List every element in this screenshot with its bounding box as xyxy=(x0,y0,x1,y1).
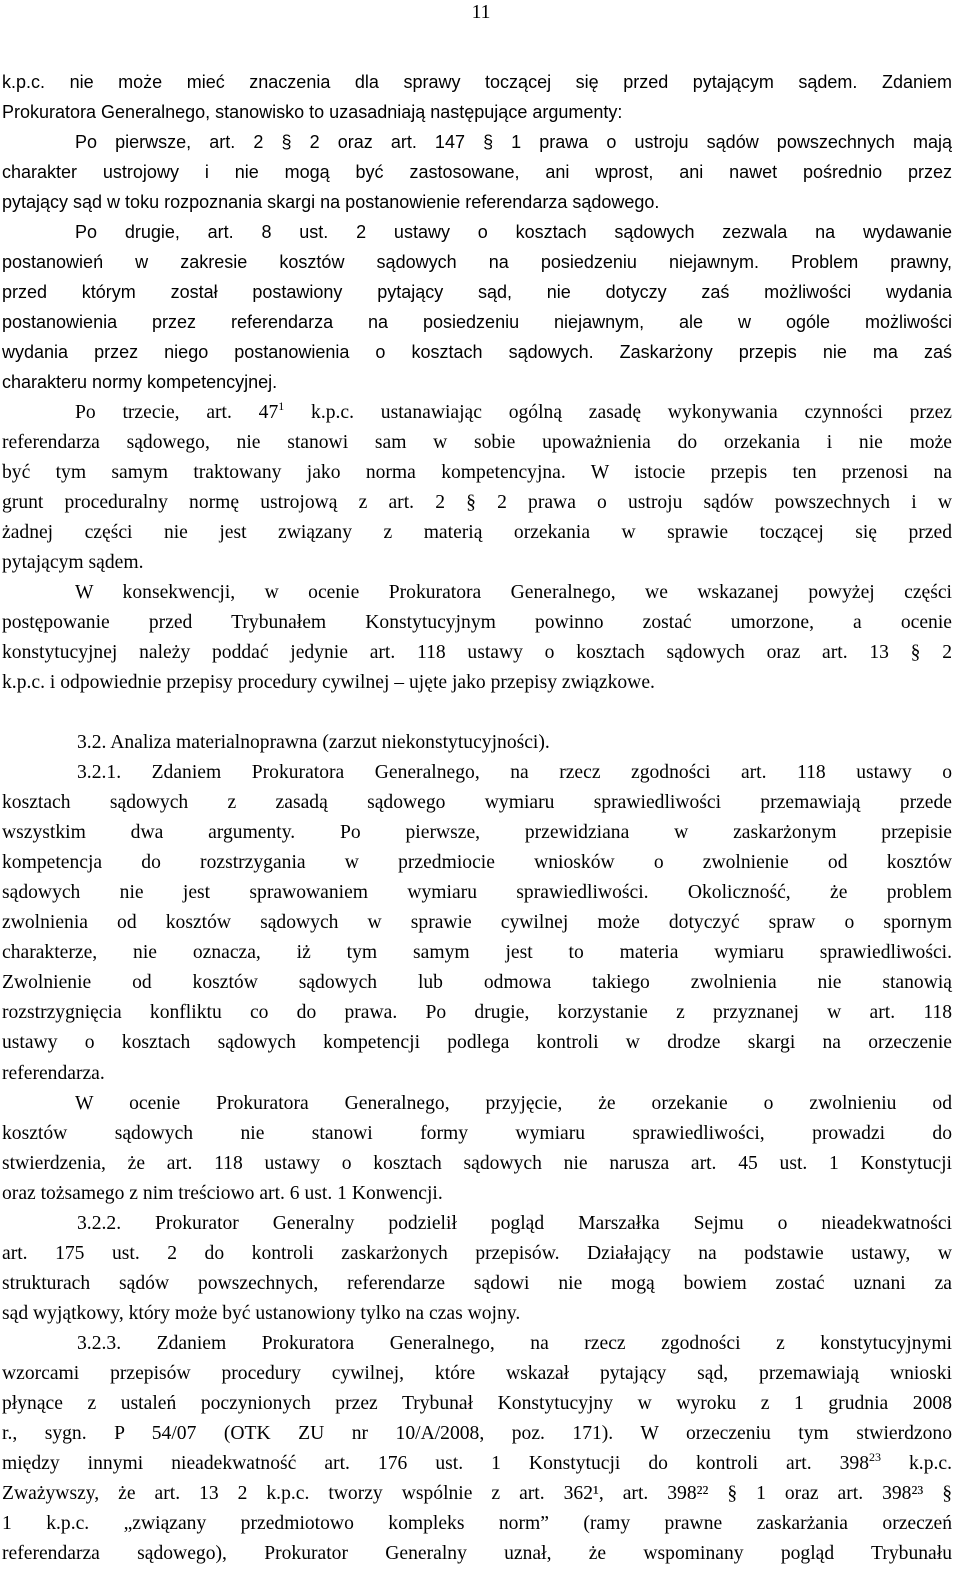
text-line xyxy=(2,337,952,367)
line-text: Po pierwsze, art. 2 § 2 oraz art. 147 § 1 prawa o ustroju sądów powszechnych mają xyxy=(75,132,952,153)
line-text: sądowych nie jest sprawowaniem wymiaru sprawiedliwości. Okoliczność, że problem xyxy=(2,882,952,904)
text-line xyxy=(2,998,952,1028)
line-text: pytającym sądem. xyxy=(2,551,144,573)
line-text: Prokuratora Generalnego, stanowisko to uzasadniają następujące argumenty: xyxy=(2,102,623,123)
text-line xyxy=(2,1479,952,1509)
line-text: strukturach sądów powszechnych, referendarze sądowi nie mogą bowiem zostać uznani za xyxy=(2,1272,952,1294)
text-line xyxy=(2,668,952,698)
line-text: postanowień w zakresie kosztów sądowych na posiedzeniu niejawnym. Problem prawny, xyxy=(2,252,952,273)
line-text: referendarza. xyxy=(2,1062,105,1084)
line-text: być tym samym traktowany jako norma kompetencyjna. W istocie przepis ten przenosi na xyxy=(2,461,952,483)
text-line xyxy=(2,1449,952,1479)
line-text: Po trzecie, art. 47 xyxy=(75,401,279,423)
line-text: W konsekwencji, w ocenie Prokuratora Generalnego, we wskazanej powyżej części xyxy=(75,581,952,603)
text-line xyxy=(2,1299,952,1329)
line-text: charakterze, nie oznacza, iż tym samym jest to materia wymiaru sprawiedliwości. xyxy=(2,942,952,964)
text-line xyxy=(2,67,952,97)
line-text: referendarza sądowego), Prokurator Generalny uznał, że wspominany pogląd Trybunału xyxy=(2,1543,952,1565)
line-text: Zwolnienie od kosztów sądowych lub odmowa takiego zwolnienia nie stanowią xyxy=(2,972,952,994)
document-body xyxy=(2,67,952,1569)
line-text: płynące z ustaleń poczynionych przez Trybunał Konstytucyjny w wyroku z 1 grudnia 2008 xyxy=(2,1393,952,1415)
line-text: art. 175 ust. 2 do kontroli zaskarżonych przepisów. Działający na podstawie ustawy, w xyxy=(2,1242,952,1264)
text-line xyxy=(2,127,952,157)
text-line xyxy=(2,938,952,968)
text-line xyxy=(2,848,952,878)
text-line xyxy=(2,217,952,247)
line-text: 1 k.p.c. „związany przedmiotowo kompleks norm” (ramy prawne zaskarżania orzeczeń xyxy=(2,1513,952,1535)
line-text: 3.2.2. Prokurator Generalny podzielił pogląd Marszałka Sejmu o nieadekwatności xyxy=(77,1212,952,1234)
text-line xyxy=(2,1539,952,1569)
line-text: pytający sąd w toku rozpoznania skargi na postanowienie referendarza sądowego. xyxy=(2,192,660,213)
line-text: wydania przez niego postanowienia o kosztach sądowych. Zaskarżony przepis nie ma zaś xyxy=(2,342,952,363)
text-line xyxy=(2,518,952,548)
line-text: kosztach sądowych z zasadą sądowego wymiaru sprawiedliwości przemawiają przede xyxy=(2,792,952,814)
text-line xyxy=(2,307,952,337)
line-text: Po drugie, art. 8 ust. 2 ustawy o kosztach sądowych zezwala na wydawanie xyxy=(75,222,952,243)
text-line xyxy=(2,187,952,217)
text-line xyxy=(2,1359,952,1389)
line-text: r., sygn. P 54/07 (OTK ZU nr 10/A/2008, poz. 171). W orzeczeniu tym stwierdzono xyxy=(2,1423,952,1445)
line-text: ustawy o kosztach sądowych kompetencji podlega kontroli w drodze skargi na orzeczenie xyxy=(2,1032,952,1054)
text-line xyxy=(2,428,952,458)
line-text-continuation: k.p.c. ustanawiając ogólną zasadę wykonywania czynności przez xyxy=(284,401,952,423)
superscript: 23 xyxy=(869,1450,881,1465)
text-line xyxy=(2,638,952,668)
text-line xyxy=(2,1419,952,1449)
line-text: k.p.c. i odpowiednie przepisy procedury cywilnej – ujęte jako przepisy związkowe. xyxy=(2,671,655,693)
line-text: kosztów sądowych nie stanowi formy wymiaru sprawiedliwości, prowadzi do xyxy=(2,1122,952,1144)
text-line xyxy=(2,788,952,818)
text-line xyxy=(2,458,952,488)
text-line xyxy=(2,1269,952,1299)
text-line xyxy=(2,578,952,608)
superscript: 1 xyxy=(278,398,285,413)
text-line xyxy=(2,1509,952,1539)
text-line xyxy=(2,908,952,938)
line-text: 3.2.1. Zdaniem Prokuratora Generalnego, na rzecz zgodności art. 118 ustawy o xyxy=(77,762,952,784)
line-text: wszystkim dwa argumenty. Po pierwsze, przewidziana w zaskarżonym przepisie xyxy=(2,822,952,844)
text-line xyxy=(2,728,952,758)
line-text: zwolnienia od kosztów sądowych w sprawie cywilnej może dotyczyć spraw o spornym xyxy=(2,912,952,934)
line-text-continuation: k.p.c. xyxy=(881,1453,952,1475)
text-line xyxy=(2,1389,952,1419)
line-text: żadnej części nie jest związany z materią orzekania w sprawie toczącej się przed xyxy=(2,521,952,543)
text-line xyxy=(2,608,952,638)
text-line xyxy=(2,1059,952,1089)
line-text: między innymi nieadekwatność art. 176 ust. 1 Konstytucji do kontroli art. 398 xyxy=(2,1453,869,1475)
text-line xyxy=(2,1209,952,1239)
text-line xyxy=(2,97,952,127)
line-text: stwierdzenia, że art. 118 ustawy o kosztach sądowych nie narusza art. 45 ust. 1 Konstytucji xyxy=(2,1152,952,1174)
blank-line xyxy=(2,698,952,728)
line-text: rozstrzygnięcia konfliktu co do prawa. Po drugie, korzystanie z przyznanej w art. 118 xyxy=(2,1002,952,1024)
line-text: wzorcami przepisów procedury cywilnej, które wskazał pytający sąd, przemawiają wnioski xyxy=(2,1362,952,1384)
line-text: W ocenie Prokuratora Generalnego, przyjęcie, że orzekanie o zwolnieniu od xyxy=(75,1092,952,1114)
line-text: sąd wyjątkowy, który może być ustanowiony tylko na czas wojny. xyxy=(2,1302,521,1324)
text-line xyxy=(2,1329,952,1359)
text-line xyxy=(2,488,952,518)
text-line xyxy=(2,968,952,998)
text-line xyxy=(2,1119,952,1149)
text-line xyxy=(2,758,952,788)
line-text: postanowienia przez referendarza na posiedzeniu niejawnym, ale w ogóle możliwości xyxy=(2,312,952,333)
line-text: referendarza sądowego, nie stanowi sam w sobie upoważnienia do orzekania i nie może xyxy=(2,431,952,453)
line-text: przed którym został postawiony pytający sąd, nie dotyczy zaś możliwości wydania xyxy=(2,282,952,303)
line-text: Zważywszy, że art. 13 2 k.p.c. tworzy wspólnie z art. 362¹, art. 398²² § 1 oraz art. 398²³ § xyxy=(2,1483,952,1505)
text-line xyxy=(2,398,952,428)
text-line xyxy=(2,277,952,307)
line-text: 3.2. Analiza materialnoprawna (zarzut niekonstytucyjności). xyxy=(77,731,550,753)
line-text: postępowanie przed Trybunałem Konstytucyjnym powinno zostać umorzone, a ocenie xyxy=(2,611,952,633)
page-number: 11 xyxy=(471,2,491,23)
text-line xyxy=(2,1089,952,1119)
text-line xyxy=(2,157,952,187)
text-line xyxy=(2,1239,952,1269)
text-line xyxy=(2,247,952,277)
line-text: 3.2.3. Zdaniem Prokuratora Generalnego, na rzecz zgodności z konstytucyjnymi xyxy=(77,1332,952,1354)
text-line xyxy=(2,1028,952,1058)
line-text: charakter ustrojowy i nie mogą być zastosowane, ani wprost, ani nawet pośrednio przez xyxy=(2,162,952,183)
line-text: charakteru normy kompetencyjnej. xyxy=(2,372,278,393)
line-text: oraz tożsamego z nim treściowo art. 6 ust. 1 Konwencji. xyxy=(2,1182,443,1204)
text-line xyxy=(2,367,952,397)
line-text: grunt proceduralny normę ustrojową z art. 2 § 2 prawa o ustroju sądów powszechnych i w xyxy=(2,491,952,513)
text-line xyxy=(2,548,952,578)
line-text: k.p.c. nie może mieć znaczenia dla sprawy toczącej się przed pytającym sądem. Zdaniem xyxy=(2,72,952,92)
line-text: kompetencja do rozstrzygania w przedmiocie wniosków o zwolnienie od kosztów xyxy=(2,852,952,874)
line-text: konstytucyjnej należy poddać jedynie art. 118 ustawy o kosztach sądowych oraz art. 13 § 2 xyxy=(2,641,952,663)
text-line xyxy=(2,1179,952,1209)
text-line xyxy=(2,1149,952,1179)
text-line xyxy=(2,878,952,908)
text-line xyxy=(2,818,952,848)
